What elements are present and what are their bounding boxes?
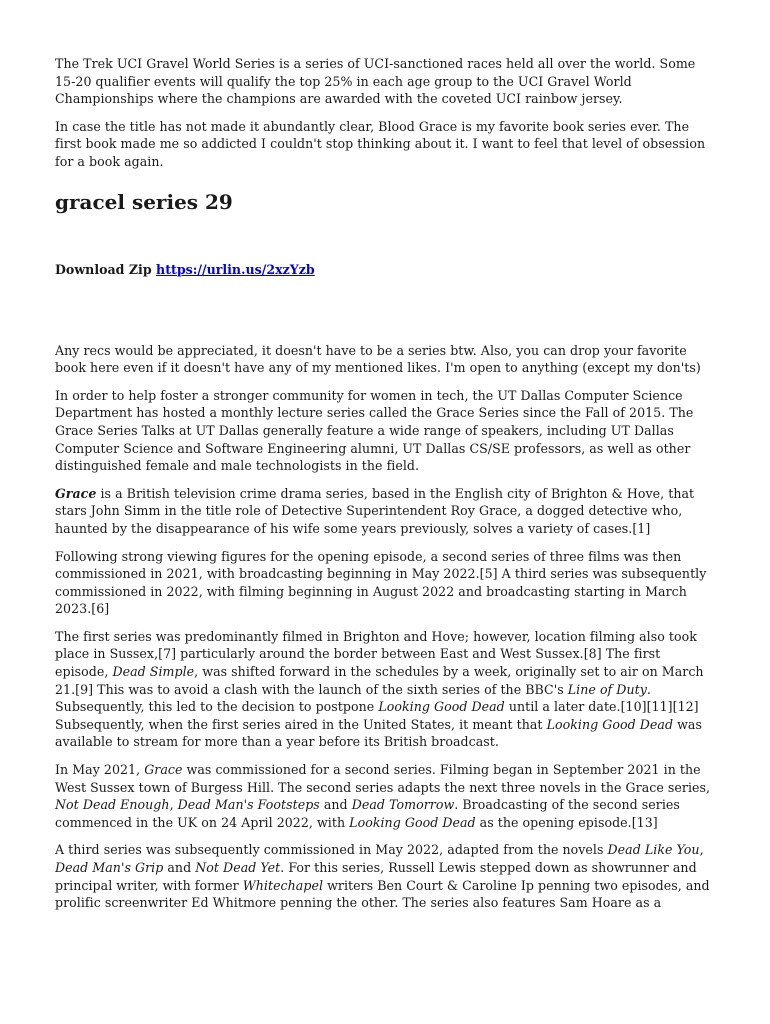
text-span: In May 2021,	[55, 762, 145, 778]
title-dead-like-you: Dead Like You	[607, 842, 700, 858]
document-page	[55, 55, 717, 922]
title-not-dead-yet: Not Dead Yet	[195, 860, 281, 875]
paragraph-may-2021	[55, 761, 717, 831]
text-span: as the opening episode.[13]	[475, 814, 658, 830]
title-not-dead-enough: Not Dead Enough	[55, 797, 170, 813]
text-span: A third series was subsequently commissioned in May 2022, adapted from the novels	[55, 842, 608, 858]
paragraph-third-series	[55, 841, 717, 911]
title-line-of-duty: Line of Duty	[567, 681, 647, 697]
text-span: . Subsequently, this led to the decision to postpone	[55, 681, 651, 715]
text-span: . For this series, Russell Lewis stepped down as showrunner and principal writer, with former	[55, 860, 697, 893]
title-looking-good-dead: Looking Good Dead	[378, 699, 505, 715]
paragraph-recs: Any recs would be appreciated, it doesn't have to be a series btw. Also, you can drop your favorite book here even if it doesn't have any of my mentioned likes. I'm open to anything (except my don'ts)	[55, 342, 701, 376]
text-span: . Broadcasting of the second series commenced in the UK on 24 April 2022, with	[55, 797, 680, 830]
intro-paragraph-blood-grace: In case the title has not made it abundantly clear, Blood Grace is my favorite book series ever. The first book made me so addicted I couldn't stop thinking about it. I want to feel that level of obsession for a book again.	[55, 118, 706, 169]
title-dead-simple: Dead Simple	[112, 664, 195, 680]
text-span: until a later date.[10][11][12] Subsequently, when the first series aired in the United States, it meant that	[55, 699, 699, 732]
title-whitechapel: Whitechapel	[242, 877, 324, 893]
title-looking-good-dead: Looking Good Dead	[349, 814, 476, 830]
grace-intro-text: is a British television crime drama series, based in the English city of Brighton & Hove, that stars John Simm in the title role of Detective Superintendent Roy Grace, a dogged detective who, haunted by the disappearance of his wife some years previously, solves a variety of cases.[1]	[55, 485, 695, 536]
text-span: was available to stream for more than a year before its British broadcast.	[55, 716, 702, 750]
text-span: and	[319, 797, 352, 813]
title-dead-tomorrow: Dead Tomorrow	[351, 797, 455, 813]
text-span: ,	[699, 842, 704, 858]
text-span: The first series was predominantly filmed in Brighton and Hove; however, location filming also took place in Sussex,[7] particularly around the border between East and West Sussex.[8] The first episode,	[55, 628, 697, 680]
page-title: gracel series 29	[55, 189, 233, 214]
title-dead-mans-footsteps: Dead Man's Footsteps	[177, 797, 320, 813]
download-line	[55, 261, 717, 279]
title-dead-mans-grip: Dead Man's Grip	[55, 860, 164, 875]
title-grace: Grace	[144, 762, 183, 778]
download-link[interactable]: https://urlin.us/2xzYzb	[156, 261, 315, 277]
download-label: Download Zip	[55, 261, 152, 277]
paragraph-first-series	[55, 628, 717, 751]
text-span: writers Ben Court & Caroline Ip penning two episodes, and prolific screenwriter Ed Whitmore penning the other. The series also features Sam Hoare as a	[55, 877, 710, 911]
title-looking-good-dead: Looking Good Dead	[546, 716, 674, 732]
text-span: , was shifted forward in the schedules by a week, originally set to air on March 21.[9] This was to avoid a clash with the launch of the sixth series of the BBC's	[55, 664, 704, 697]
text-span: ,	[169, 797, 178, 813]
paragraph-following: Following strong viewing figures for the opening episode, a second series of three films was then commissioned in 2021, with broadcasting beginning in May 2022.[5] A third series was subsequently commissioned in 2022, with filming beginning in August 2022 and broadcasting starting in March 2023.[6]	[55, 548, 707, 617]
spacer	[55, 279, 717, 342]
intro-paragraph-gravel: The Trek UCI Gravel World Series is a series of UCI-sanctioned races held all over the world. Some 15-20 qualifier events will qualify the top 25% in each age group to the UCI Gravel World Championships where the champions are awarded with the coveted UCI rainbow jersey.	[55, 56, 696, 107]
text-span: was commissioned for a second series. Filming began in September 2021 in the West Sussex town of Burgess Hill. The second series adapts the next three novels in the Grace series,	[55, 762, 711, 795]
text-span: and	[163, 860, 196, 875]
paragraph-ut-dallas: In order to help foster a stronger community for women in tech, the UT Dallas Computer Science Department has hosted a monthly lecture series called the Grace Series since the Fall of 2015. The Grace Series Talks at UT Dallas generally feature a wide range of speakers, including UT Dallas Computer Science and Software Engineering alumni, UT Dallas CS/SE professors, as well as other distinguished female and male technologists in the field.	[55, 387, 694, 474]
grace-bold-title: Grace	[55, 485, 97, 501]
paragraph-grace-intro	[55, 485, 717, 538]
